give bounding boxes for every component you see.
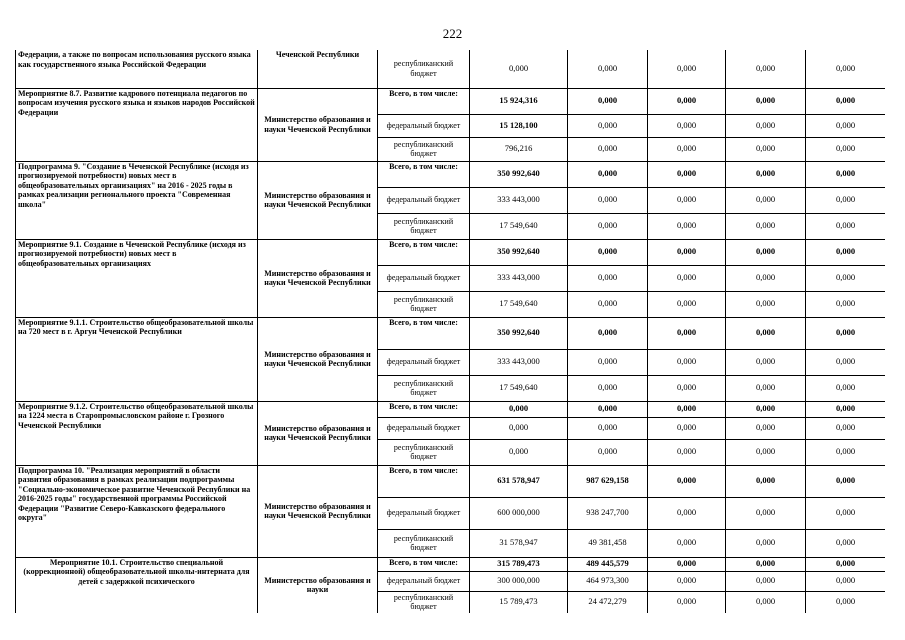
amount-cell: 0,000 [806,401,886,417]
funding-source-cell: Всего, в том числе: [378,465,470,497]
amount-cell: 0,000 [806,439,886,465]
amount-cell: 631 578,947 [470,465,568,497]
amount-cell: 0,000 [648,265,726,291]
amount-cell: 0,000 [806,591,886,613]
funding-source-cell: федеральный бюджет [378,114,470,137]
amount-cell: 0,000 [726,557,806,571]
amount-cell: 0,000 [648,557,726,571]
amount-cell: 0,000 [726,317,806,349]
amount-cell: 0,000 [568,114,648,137]
responsible-executor-cell: Министерство образования и науки [258,557,378,613]
amount-cell: 0,000 [726,187,806,213]
funding-source-cell: республиканский бюджет [378,591,470,613]
amount-cell: 0,000 [648,529,726,557]
amount-cell: 0,000 [568,439,648,465]
funding-source-cell: федеральный бюджет [378,187,470,213]
amount-cell: 0,000 [726,239,806,265]
program-name-cell: Мероприятие 9.1.2. Строительство общеобразовательной школы на 1224 места в Старопромысловском районе г. Грозного Чеченской Республики [16,401,258,465]
amount-cell: 0,000 [648,88,726,114]
amount-cell: 0,000 [726,349,806,375]
amount-cell: 0,000 [806,317,886,349]
amount-cell: 0,000 [568,375,648,401]
amount-cell: 0,000 [568,401,648,417]
table-row [16,239,886,265]
budget-table [15,50,885,613]
amount-cell: 0,000 [806,187,886,213]
amount-cell: 0,000 [806,114,886,137]
amount-cell: 0,000 [648,291,726,317]
amount-cell: 350 992,640 [470,239,568,265]
funding-source-cell: республиканский бюджет [378,375,470,401]
amount-cell: 0,000 [726,114,806,137]
amount-cell: 0,000 [726,401,806,417]
funding-source-cell: республиканский бюджет [378,137,470,161]
funding-source-cell: Всего, в том числе: [378,401,470,417]
amount-cell: 15 128,100 [470,114,568,137]
amount-cell: 0,000 [806,375,886,401]
amount-cell: 350 992,640 [470,161,568,187]
program-name-cell: Мероприятие 8.7. Развитие кадрового потенциала педагогов по вопросам изучения русского языка и языков народов Российской Федерации [16,88,258,161]
amount-cell: 0,000 [648,375,726,401]
amount-cell: 49 381,458 [568,529,648,557]
amount-cell: 0,000 [806,557,886,571]
amount-cell: 15 789,473 [470,591,568,613]
table-row [16,88,886,114]
amount-cell: 0,000 [568,265,648,291]
amount-cell: 0,000 [470,439,568,465]
amount-cell: 0,000 [726,417,806,439]
amount-cell: 300 000,000 [470,571,568,591]
amount-cell: 0,000 [726,529,806,557]
amount-cell: 0,000 [648,465,726,497]
amount-cell: 987 629,158 [568,465,648,497]
amount-cell: 0,000 [806,417,886,439]
funding-source-cell: Всего, в том числе: [378,239,470,265]
amount-cell: 0,000 [568,50,648,88]
amount-cell: 796,216 [470,137,568,161]
amount-cell: 0,000 [726,439,806,465]
amount-cell: 0,000 [726,213,806,239]
amount-cell: 0,000 [648,213,726,239]
amount-cell: 0,000 [726,375,806,401]
amount-cell: 0,000 [806,291,886,317]
program-name-cell: Мероприятие 9.1.1. Строительство общеобразовательной школы на 720 мест в г. Аргун Чеченской Республики [16,317,258,401]
amount-cell: 0,000 [568,291,648,317]
responsible-executor-cell: Чеченской Республики [258,50,378,88]
amount-cell: 17 549,640 [470,291,568,317]
table-row [16,557,886,571]
amount-cell: 0,000 [726,497,806,529]
amount-cell: 0,000 [726,465,806,497]
funding-source-cell: республиканский бюджет [378,529,470,557]
amount-cell: 31 578,947 [470,529,568,557]
amount-cell: 0,000 [648,239,726,265]
program-name-cell: Федерации, а также по вопросам использования русского языка как государственного языка Российской Федерации [16,50,258,88]
funding-source-cell: федеральный бюджет [378,497,470,529]
responsible-executor-cell: Министерство образования и науки Чеченской Республики [258,161,378,239]
amount-cell: 0,000 [568,213,648,239]
amount-cell: 0,000 [806,497,886,529]
responsible-executor-cell: Министерство образования и науки Чеченской Республики [258,317,378,401]
amount-cell: 0,000 [648,417,726,439]
amount-cell: 0,000 [806,265,886,291]
amount-cell: 938 247,700 [568,497,648,529]
program-name-cell: Мероприятие 10.1. Строительство специальной (коррекционной) общеобразовательной школы-интерната для детей с задержкой психического [16,557,258,613]
program-name-cell: Подпрограмма 9. "Создание в Чеченской Республике (исходя из прогнозируемой потребности) новых мест в общеобразовательных организациях" на 2016 - 2025 годы в рамках реализации регионального проекта "Современная школа" [16,161,258,239]
amount-cell: 464 973,300 [568,571,648,591]
amount-cell: 0,000 [726,571,806,591]
table-row [16,50,886,88]
responsible-executor-cell: Министерство образования и науки Чеченской Республики [258,465,378,557]
amount-cell: 0,000 [806,213,886,239]
amount-cell: 0,000 [648,401,726,417]
funding-source-cell: Всего, в том числе: [378,88,470,114]
amount-cell: 0,000 [806,50,886,88]
amount-cell: 0,000 [568,417,648,439]
amount-cell: 0,000 [806,88,886,114]
amount-cell: 0,000 [568,239,648,265]
funding-source-cell: Всего, в том числе: [378,161,470,187]
amount-cell: 0,000 [726,137,806,161]
amount-cell: 24 472,279 [568,591,648,613]
funding-source-cell: федеральный бюджет [378,571,470,591]
amount-cell: 0,000 [648,114,726,137]
amount-cell: 0,000 [648,137,726,161]
amount-cell: 333 443,000 [470,187,568,213]
amount-cell: 15 924,316 [470,88,568,114]
program-name-cell: Подпрограмма 10. "Реализация мероприятий в области развития образования в рамках реализации подпрограммы "Социально-экономическое развитие Чеченской Республики на 2016-2025 годы" государственной программы Российской Федерации "Развитие Северо-Кавказского федерального округа" [16,465,258,557]
amount-cell: 600 000,000 [470,497,568,529]
amount-cell: 0,000 [568,137,648,161]
funding-source-cell: республиканский бюджет [378,50,470,88]
amount-cell: 0,000 [726,161,806,187]
amount-cell: 0,000 [648,591,726,613]
amount-cell: 0,000 [806,161,886,187]
amount-cell: 0,000 [648,439,726,465]
amount-cell: 489 445,579 [568,557,648,571]
funding-source-cell: республиканский бюджет [378,213,470,239]
amount-cell: 315 789,473 [470,557,568,571]
amount-cell: 0,000 [648,50,726,88]
amount-cell: 0,000 [806,571,886,591]
table-row [16,317,886,349]
amount-cell: 0,000 [568,349,648,375]
amount-cell: 0,000 [470,50,568,88]
funding-source-cell: федеральный бюджет [378,417,470,439]
amount-cell: 0,000 [648,187,726,213]
funding-source-cell: федеральный бюджет [378,265,470,291]
table-row [16,161,886,187]
amount-cell: 0,000 [648,349,726,375]
amount-cell: 17 549,640 [470,375,568,401]
funding-source-cell: Всего, в том числе: [378,557,470,571]
amount-cell: 0,000 [806,349,886,375]
amount-cell: 17 549,640 [470,213,568,239]
amount-cell: 0,000 [726,50,806,88]
amount-cell: 0,000 [726,88,806,114]
funding-source-cell: республиканский бюджет [378,291,470,317]
amount-cell: 0,000 [568,88,648,114]
amount-cell: 0,000 [726,591,806,613]
amount-cell: 0,000 [726,265,806,291]
amount-cell: 0,000 [648,497,726,529]
amount-cell: 0,000 [648,571,726,591]
table-row [16,401,886,417]
amount-cell: 350 992,640 [470,317,568,349]
funding-source-cell: республиканский бюджет [378,439,470,465]
page-number: 222 [442,26,463,41]
amount-cell: 0,000 [470,401,568,417]
amount-cell: 0,000 [568,161,648,187]
amount-cell: 333 443,000 [470,349,568,375]
funding-source-cell: федеральный бюджет [378,349,470,375]
amount-cell: 0,000 [806,239,886,265]
responsible-executor-cell: Министерство образования и науки Чеченской Республики [258,239,378,317]
funding-source-cell: Всего, в том числе: [378,317,470,349]
program-name-cell: Мероприятие 9.1. Создание в Чеченской Республике (исходя из прогнозируемой потребности) новых мест в общеобразовательных организациях [16,239,258,317]
budget-table-container [15,50,885,613]
responsible-executor-cell: Министерство образования и науки Чеченской Республики [258,88,378,161]
amount-cell: 0,000 [806,465,886,497]
amount-cell: 0,000 [568,317,648,349]
responsible-executor-cell: Министерство образования и науки Чеченской Республики [258,401,378,465]
amount-cell: 0,000 [648,161,726,187]
table-row [16,465,886,497]
amount-cell: 0,000 [470,417,568,439]
amount-cell: 0,000 [568,187,648,213]
amount-cell: 0,000 [726,291,806,317]
amount-cell: 0,000 [648,317,726,349]
amount-cell: 333 443,000 [470,265,568,291]
amount-cell: 0,000 [806,529,886,557]
amount-cell: 0,000 [806,137,886,161]
